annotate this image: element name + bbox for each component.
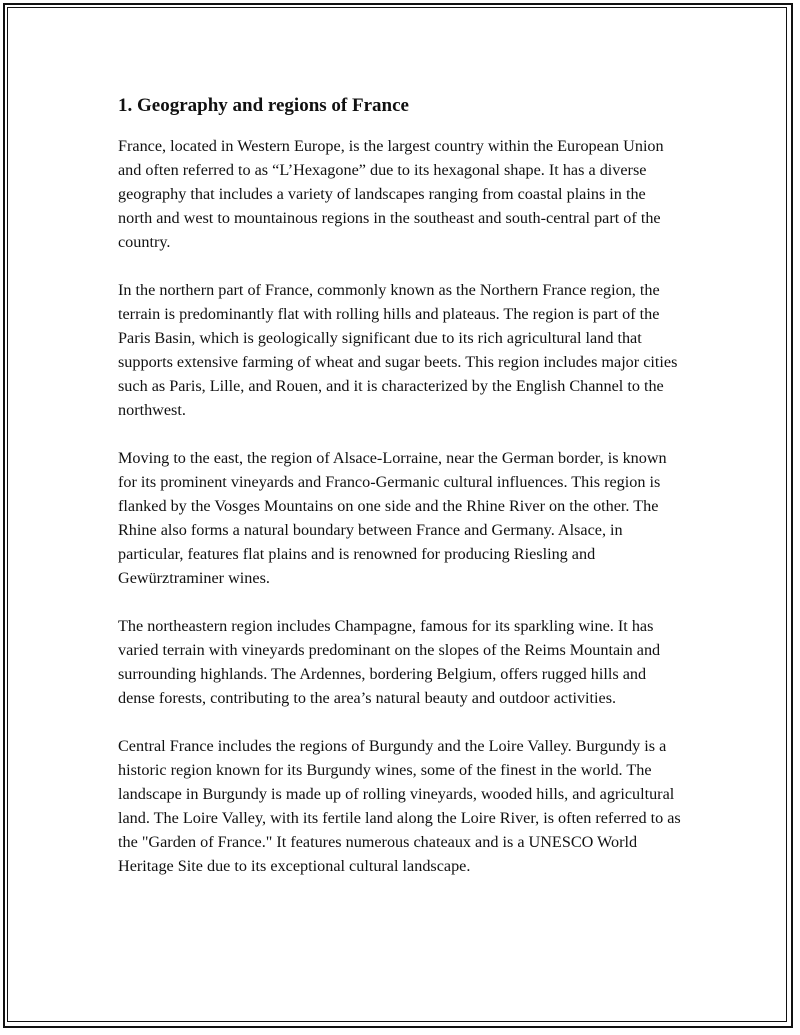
document-body [118,94,682,902]
paragraph-alsace-lorraine: Moving to the east, the region of Alsace-Lorraine, near the German border, is known for its prominent vineyards and Franco-Germanic cultural influences. This region is flanked by the Vosges Mountains on one side and the Rhine River on the other. The Rhine also forms a natural boundary between France and Germany. Alsace, in particular, features flat plains and is renowned for producing Riesling and Gewürztraminer wines. [118,449,667,587]
paragraph-central-france: Central France includes the regions of Burgundy and the Loire Valley. Burgundy is a historic region known for its Burgundy wines, some of the finest in the world. The landscape in Burgundy is made up of rolling vineyards, wooded hills, and agricultural land. The Loire Valley, with its fertile land along the Loire River, is often referred to as the "Garden of France." It features numerous chateaux and is a UNESCO World Heritage Site due to its exceptional cultural landscape. [118,737,681,875]
paragraph-northeast: The northeastern region includes Champagne, famous for its sparkling wine. It has varied terrain with vineyards predominant on the slopes of the Reims Mountain and surrounding highlands. The Ardennes, bordering Belgium, offers rugged hills and dense forests, contributing to the area’s natural beauty and outdoor activities. [118,617,661,707]
paragraph-overview: France, located in Western Europe, is the largest country within the European Union and often referred to as “L’Hexagone” due to its hexagonal shape. It has a diverse geography that includes a variety of landscapes ranging from coastal plains in the north and west to mountainous regions in the southeast and south-central part of the country. [118,137,664,251]
paragraph-northern-france: In the northern part of France, commonly known as the Northern France region, the terrain is predominantly flat with rolling hills and plateaus. The region is part of the Paris Basin, which is geologically significant due to its rich agricultural land that supports extensive farming of wheat and sugar beets. This region includes major cities such as Paris, Lille, and Rouen, and it is characterized by the English Channel to the northwest. [118,281,678,419]
section-heading: 1. Geography and regions of France [118,95,409,116]
